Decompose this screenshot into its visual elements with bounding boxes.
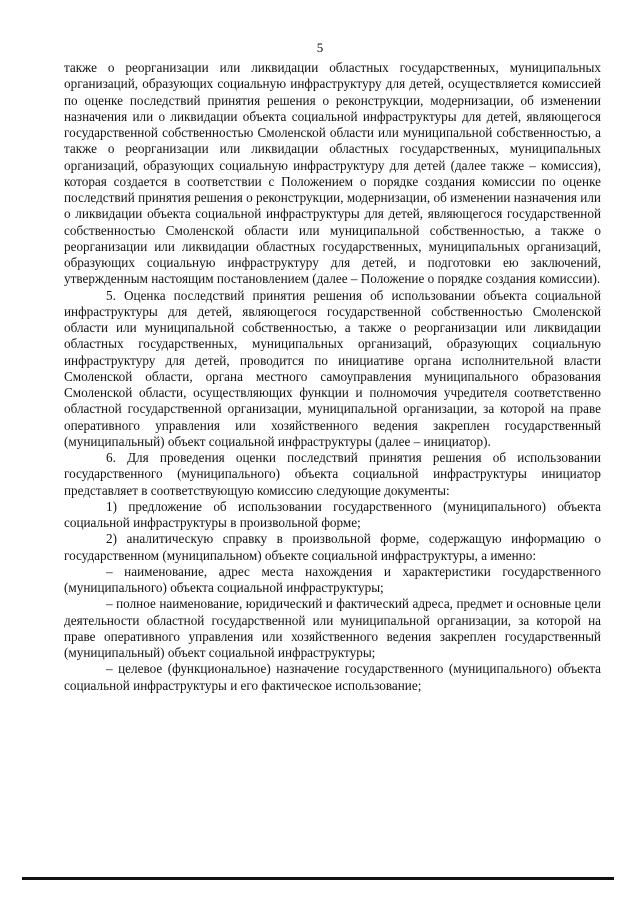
document-body [64,60,601,694]
paragraph-continuation: также о реорганизации или ликвидации областных государственных, муниципальных организаций, образующих социальную инфраструктуру для детей, осуществляется комиссией по оценке последствий принятия решения о реконструкции, модернизации, об изменении назначения или о ликвидации объекта социальной инфраструктуры для детей, являющегося государственной собственностью Смоленской области или муниципальной собственностью, а также о реорганизации или ликвидации областных государственных, муниципальных организаций, образующих социальную инфраструктуру для детей (далее также – комиссия), которая создается в соответствии с Положением о порядке создания комиссии по оценке последствий принятия решения о реконструкции, модернизации, об изменении назначения или о ликвидации объекта социальной инфраструктуры для детей, являющегося государственной собственностью Смоленской области или муниципальной собственностью, а также о реорганизации или ликвидации областных государственных, муниципальных организаций, образующих социальную инфраструктуру для детей, и подготовки ею заключений, утвержденным настоящим постановлением (далее – Положение о порядке создания комиссии). [64,60,601,287]
subitem-1: 1) предложение об использовании государственного (муниципального) объекта социальной инфраструктуры в произвольной форме; [64,498,601,530]
dash-item-organization: – полное наименование, юридический и фактический адреса, предмет и основные цели деятельности областной государственной или муниципальной организации, за которой на праве оперативного управления или хозяйственного ведения закреплен государственный (муниципальный) объект социальной инфраструктуры; [64,596,601,660]
subitem-2: 2) аналитическую справку в произвольной форме, содержащую информацию о государственном (муниципальном) объекте социальной инфраструктуры, а именно: [64,531,601,563]
paragraph-item-5: 5. Оценка последствий принятия решения об использовании объекта социальной инфраструктуры для детей, являющегося государственной собственностью Смоленской области или муниципальной собственностью, а также о реорганизации или ликвидации областных государственных, муниципальных организаций, образующих социальную инфраструктуру для детей, проводится по инициативе органа исполнительной власти Смоленской области, органа местного самоуправления муниципального образования Смоленской области, осуществляющих функции и полномочия учредителя соответственно областной государственной организации, муниципальной организации, за которой на праве оперативного управления или хозяйственного ведения закреплен государственный (муниципальный) объект социальной инфраструктуры (далее – инициатор). [64,287,601,449]
dash-item-purpose: – целевое (функциональное) назначение государственного (муниципального) объекта социальной инфраструктуры и его фактическое использование; [64,661,601,693]
page-number: 5 [316,40,324,55]
bottom-rule [22,877,614,880]
paragraph-item-6: 6. Для проведения оценки последствий принятия решения об использовании государственного (муниципального) объекта социальной инфраструктуры инициатор представляет в соответствующую комиссию следующие документы: [64,450,601,498]
dash-item-name-address: – наименование, адрес места нахождения и характеристики государственного (муниципального) объекта социальной инфраструктуры; [64,563,601,595]
